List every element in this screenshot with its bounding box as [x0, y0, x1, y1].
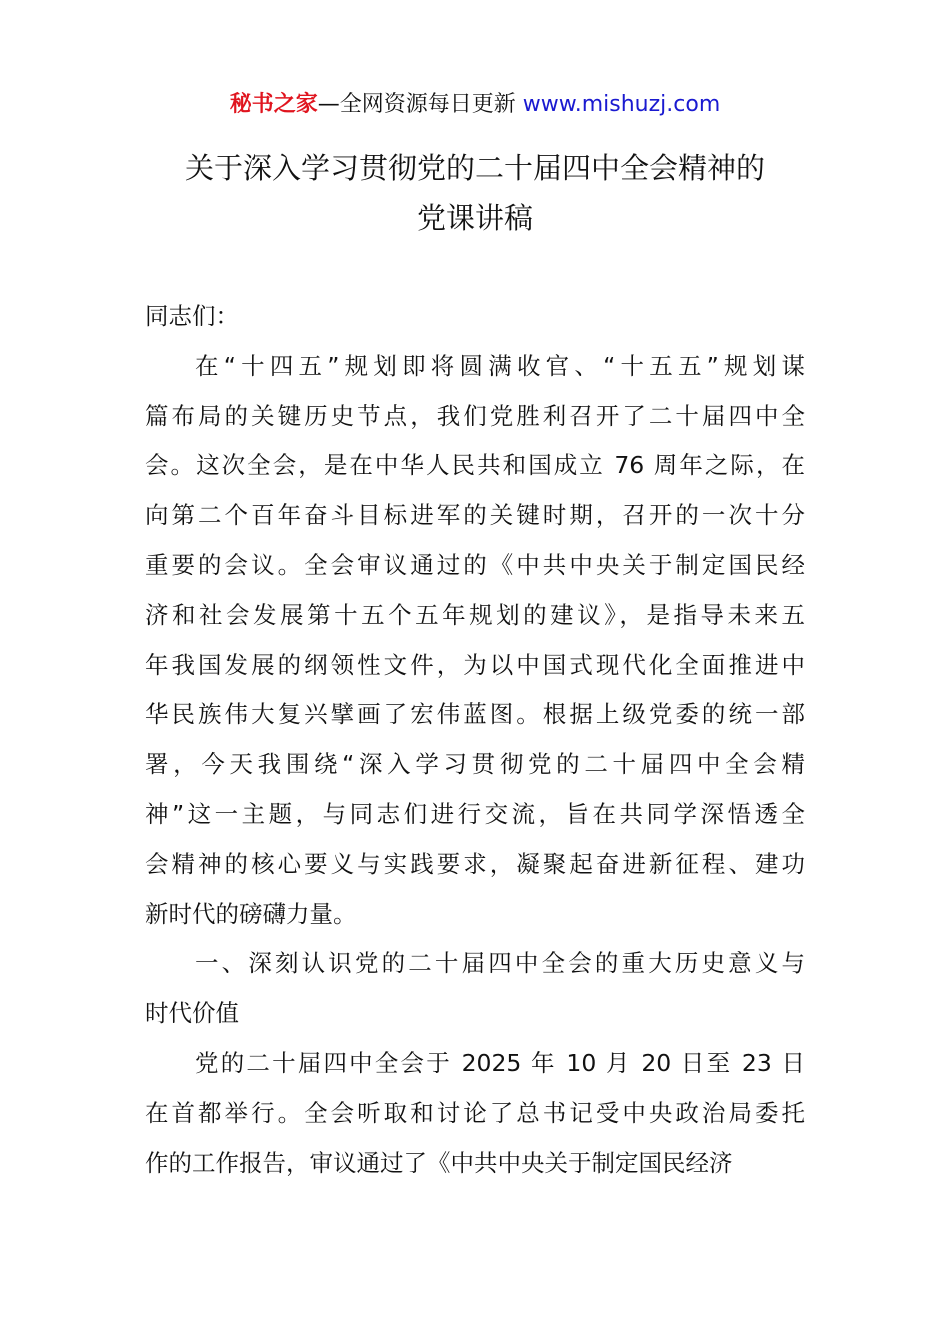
document-title-line-2: 党课讲稿 — [416, 201, 533, 235]
section-heading — [145, 939, 805, 1039]
salutation: 同志们： — [145, 302, 239, 330]
text-line: 党的二十届四中全会于 2025 年 10 月 20 日至 23 日 — [195, 1048, 805, 1077]
text-line: 在首都举行。全会听取和讨论了总书记受中央政治局委托 — [145, 1098, 805, 1127]
document-title-line-1: 关于深入学习贯彻党的二十届四中全会精神的 — [184, 151, 765, 185]
text-line: 年我国发展的纲领性文件，为以中国式现代化全面推进中 — [145, 650, 805, 679]
site-url-link[interactable]: www.mishuzj.com — [522, 92, 721, 117]
banner-slogan: —全网资源每日更新 — [317, 92, 516, 117]
paragraph — [145, 1039, 805, 1188]
paragraph — [145, 342, 805, 940]
text-line: 在“十四五”规划即将圆满收官、“十五五”规划谋 — [195, 351, 805, 380]
text-line: 华民族伟大复兴擘画了宏伟蓝图。根据上级党委的统一部 — [145, 700, 805, 729]
text-line: 重要的会议。全会审议通过的《中共中央关于制定国民经 — [145, 550, 805, 579]
brand-name: 秘书之家 — [229, 92, 318, 117]
text-line: 济和社会发展第十五个五年规划的建议》，是指导未来五 — [145, 600, 805, 629]
text-line: 篇布局的关键历史节点，我们党胜利召开了二十届四中全 — [145, 401, 805, 430]
text-line: 会精神的核心要义与实践要求，凝聚起奋进新征程、建功 — [145, 849, 805, 878]
text-line: 时代价值 — [145, 999, 239, 1028]
text-line: 新时代的磅礴力量。 — [145, 899, 357, 928]
text-line: 一、深刻认识党的二十届四中全会的重大历史意义与 — [195, 949, 805, 978]
document-body — [145, 292, 805, 1188]
site-banner — [0, 88, 950, 122]
text-line: 作的工作报告，审议通过了《中共中央关于制定国民经济 — [145, 1148, 733, 1177]
text-line: 署，今天我围绕“深入学习贯彻党的二十届四中全会精 — [145, 750, 805, 779]
text-line: 神”这一主题，与同志们进行交流，旨在共同学深悟透全 — [145, 799, 805, 828]
text-line: 会。这次全会，是在中华人民共和国成立 76 周年之际，在 — [145, 451, 805, 480]
text-line: 向第二个百年奋斗目标进军的关键时期，召开的一次十分 — [145, 501, 805, 530]
